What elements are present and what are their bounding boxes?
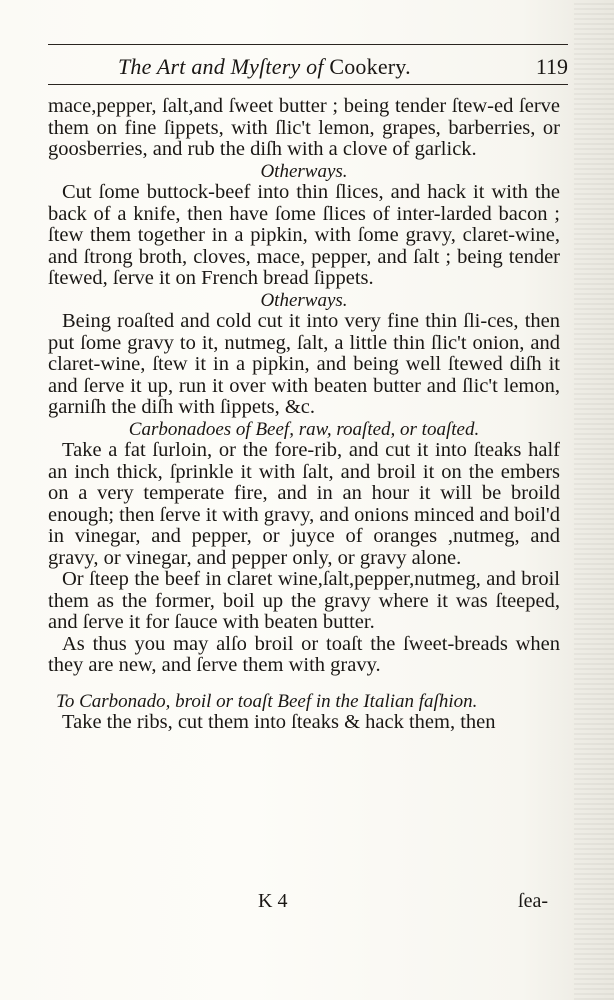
signature-mark: K 4	[258, 890, 288, 912]
page-text	[48, 96, 560, 734]
section-heading-italian: To Carbonado, broil or toaſt Beef in the Italian faſhion.	[56, 690, 478, 712]
section-heading-carbonadoes: Carbonadoes of Beef, raw, roaſted, or toaſted.	[128, 418, 480, 440]
page-footer	[48, 890, 568, 916]
header-rule	[48, 84, 568, 85]
paragraph-otherways-1: Cut ſome buttock-beef into thin ſlices, and hack it with the back of a knife, then have ſome ſlices of inter-larded bacon ; ſtew them together in a pipkin, with ſome gravy, claret-wine, and ſtrong broth, cloves, mace, pepper, and ſalt ; being tender ſtewed, ſerve it on French bread ſippets.	[48, 181, 560, 289]
running-title-roman: Cookery.	[329, 54, 411, 79]
running-title-italic: The Art and Myſtery of	[118, 54, 330, 79]
section-heading-otherways-1: Otherways.	[260, 160, 348, 182]
section-heading-otherways-2: Otherways.	[260, 289, 348, 311]
paragraph-steep: Or ſteep the beef in claret wine,ſalt,pepper,nutmeg, and broil them as the former, boil up the gravy where it was ſteeped, and ſerve it for ſauce with beaten butter.	[48, 568, 560, 633]
top-rule	[48, 44, 568, 45]
paragraph-carbonadoes: Take a fat ſurloin, or the fore-rib, and cut it into ſteaks half an inch thick, ſprinkle it with ſalt, and broil it on the embers on a very temperate fire, and in an hour it will be broild enough; then ſerve it with gravy, and onions minced and boil'd in vinegar, and pepper, or juyce of oranges ,nutmeg, and gravy, or vinegar, and pepper only, or gravy alone.	[48, 439, 560, 569]
paragraph-otherways-2: Being roaſted and cold cut it into very fine thin ſli-ces, then put ſome gravy to it, nutmeg, ſalt, a little thin ſlic't onion, and claret-wine, ſtew it in a pipkin, and being well ſtewed diſh it and ſerve it up, run it over with beaten butter and ſlic't lemon, garniſh the diſh with ſippets, &c.	[48, 310, 560, 418]
paragraph-italian: Take the ribs, cut them into ſteaks & hack them, then	[62, 711, 496, 733]
catchword: ſea-	[518, 890, 548, 912]
running-title	[118, 54, 411, 80]
page-number: 119	[535, 54, 568, 79]
paragraph-sweetbreads: As thus you may alſo broil or toaſt the ſweet-breads when they are new, and ſerve them with gravy.	[48, 632, 560, 676]
running-head	[48, 54, 568, 82]
paragraph-continued: mace,pepper, ſalt,and ſweet butter ; being tender ſtew-ed ſerve them on fine ſippets, with ſlic't lemon, grapes, barberries, or goosberries, and rub the diſh with a clove of garlick.	[48, 95, 560, 160]
page-edge-shadow	[574, 0, 614, 1000]
